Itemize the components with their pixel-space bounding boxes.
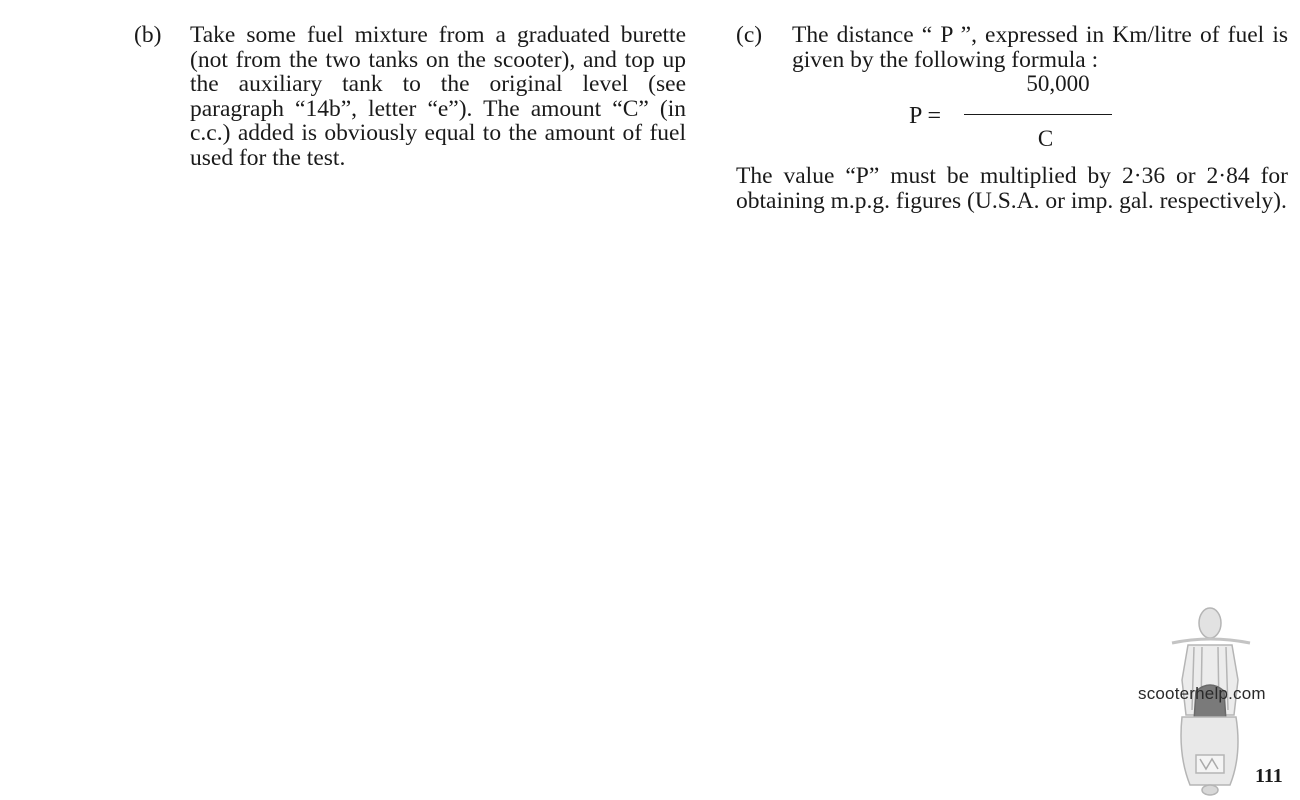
item-b-marker: (b): [134, 22, 162, 48]
watermark-text: scooterhelp.com: [1138, 684, 1266, 703]
item-c-marker: (c): [736, 22, 763, 48]
distance-formula: [736, 72, 1288, 164]
formula-numerator: 50,000: [1026, 71, 1090, 96]
right-column: [736, 23, 1288, 213]
fraction-bar: [964, 114, 1112, 115]
item-c: [736, 23, 1288, 72]
conversion-note: The value “P” must be multiplied by 2·36 or 2·84 for obtaining m.p.g. figures (U.S.A. or imp. gal. respectively).: [736, 163, 1288, 214]
item-b: [134, 23, 686, 170]
formula-denominator: C: [1037, 126, 1054, 151]
item-b-text: Take some fuel mixture from a graduated burette (not from the two tanks on the scooter), and top up the auxiliary tank to the original level (see paragraph “14b”, letter “e”). The amount “C” (in c.c.) added is obviously equal to the amount of fuel used for the test.: [190, 22, 686, 171]
page-number: 111: [1255, 765, 1283, 787]
item-c-text: The distance “ P ”, expressed in Km/litre of fuel is given by the following formula :: [792, 22, 1288, 73]
left-column: [134, 23, 686, 170]
formula-lhs: P =: [909, 103, 941, 129]
